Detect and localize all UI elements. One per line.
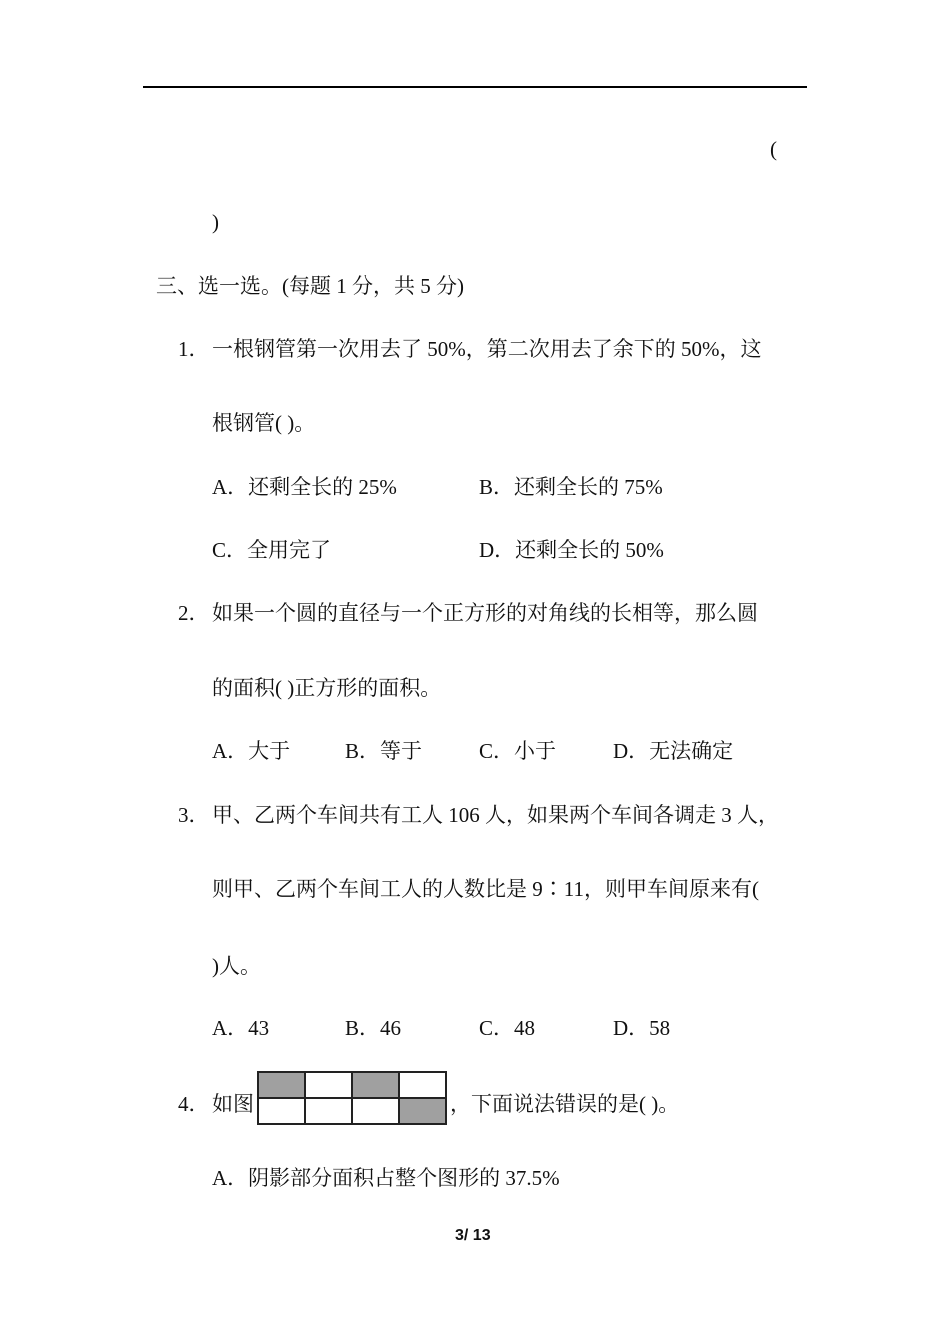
question-text: 如果一个圆的直径与一个正方形的对角线的长相等，那么圆: [212, 601, 758, 625]
question-number: 1．: [178, 337, 210, 361]
question-text: 的面积( )正方形的面积。: [212, 676, 442, 700]
option-a: A．大于: [212, 739, 291, 763]
option-c: C．全用完了: [212, 538, 332, 562]
question-number: 4．: [178, 1092, 210, 1116]
question-text: 甲、乙两个车间共有工人 106 人，如果两个车间各调走 3 人，: [212, 803, 779, 827]
question-text: 则甲、乙两个车间工人的人数比是 9∶11，则甲车间原来有(: [212, 877, 759, 901]
option-a: A．43: [212, 1016, 270, 1040]
question-text: 如图: [212, 1092, 254, 1116]
option-a: A．阴影部分面积占整个图形的 37.5%: [212, 1166, 560, 1190]
question-text: 一根钢管第一次用去了 50%，第二次用去了余下的 50%，这: [212, 337, 762, 361]
option-b: B．还剩全长的 75%: [479, 475, 663, 499]
option-d: D．58: [613, 1016, 671, 1040]
question-text: ，下面说法错误的是( )。: [450, 1092, 680, 1116]
answer-paren-close: ): [212, 210, 219, 234]
question-number: 3．: [178, 803, 210, 827]
shaded-cell: [398, 1097, 447, 1125]
option-c: C．48: [479, 1016, 536, 1040]
empty-cell: [304, 1097, 353, 1125]
shaded-cell: [257, 1071, 306, 1099]
shaded-grid-figure: [257, 1071, 445, 1124]
answer-paren-open: (: [770, 137, 777, 161]
question-text: )人。: [212, 954, 261, 978]
option-b: B．46: [345, 1016, 402, 1040]
option-d: D．无法确定: [613, 739, 734, 763]
option-a: A．还剩全长的 25%: [212, 475, 397, 499]
empty-cell: [351, 1097, 400, 1125]
empty-cell: [257, 1097, 306, 1125]
option-d: D．还剩全长的 50%: [479, 538, 664, 562]
option-c: C．小于: [479, 739, 557, 763]
page-number: 3/ 13: [455, 1227, 491, 1244]
section-title: 三、选一选。(每题 1 分，共 5 分): [156, 274, 464, 298]
empty-cell: [304, 1071, 353, 1099]
empty-cell: [398, 1071, 447, 1099]
question-text: 根钢管( )。: [212, 411, 316, 435]
option-b: B．等于: [345, 739, 423, 763]
header-rule: [143, 86, 807, 88]
shaded-cell: [351, 1071, 400, 1099]
question-number: 2．: [178, 601, 210, 625]
